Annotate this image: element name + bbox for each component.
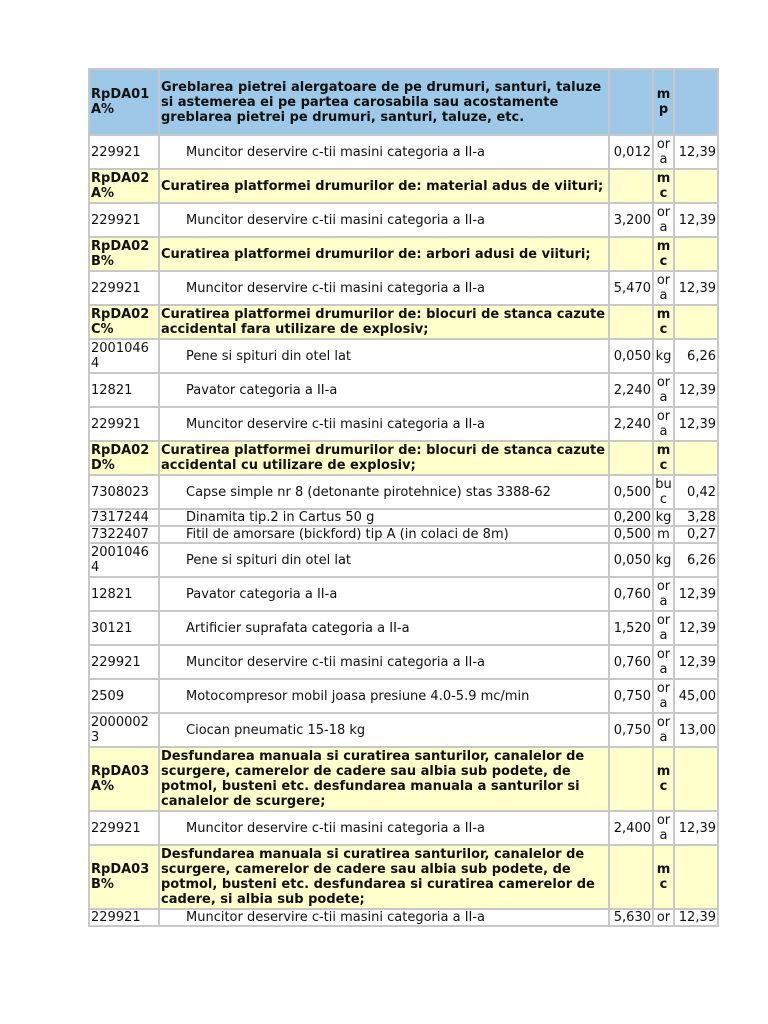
unit-cell: kg [655,510,672,525]
description-cell: Artificier suprafata categoria a II-a [160,612,608,644]
quantity-cell: 0,500 [610,527,652,542]
resource-row [90,646,717,678]
unit-cell: bu c [655,477,672,507]
unit-cell: or a [654,812,673,844]
code-cell: 30121 [90,612,158,644]
quantity-cell: 5,630 [610,910,652,925]
resource-row [90,476,717,508]
code-cell: RpDA02 A% [90,170,158,202]
unit-cell: m c [654,170,673,202]
code-cell: RpDA02 B% [90,238,158,270]
price-cell: 45,00 [675,680,717,712]
quantity-cell: 3,200 [610,204,652,236]
description-cell: Muncitor deservire c-tii masini categoria a II-a [160,272,608,304]
description-cell: Desfundarea manuala si curatirea santurilor, canalelor de scurgere, camerelor de cadere sau albia sub podete, de potmol, busteni etc. desfundarea si curatirea camerelor de cadere, si albia sub podete; [160,846,608,908]
code-cell: 7317244 [90,510,158,525]
description-cell: Curatirea platformei drumurilor de: blocuri de stanca cazute accidental fara utilizare de explosiv; [160,306,608,338]
price-cell: 12,39 [675,578,717,610]
norm-header-row [90,170,717,202]
code-cell: 12821 [90,578,158,610]
price-cell: 12,39 [675,612,717,644]
norm-header-row [90,748,717,810]
description-cell: Pene si spituri din otel lat [160,544,608,576]
unit-cell: m c [654,748,673,810]
resource-row [90,612,717,644]
unit-cell: or a [654,204,673,236]
code-cell: 7308023 [90,476,158,508]
norm-header-row [90,306,717,338]
code-cell: 12821 [90,374,158,406]
price-cell: 3,28 [675,510,717,525]
code-cell: 229921 [90,204,158,236]
code-cell: 229921 [90,136,158,168]
unit-cell: or a [654,272,673,304]
unit-cell: or a [654,646,673,678]
price-cell: 0,42 [675,476,717,508]
unit-cell: or [654,910,673,925]
code-cell: RpDA03 B% [90,846,158,908]
unit-cell: or a [654,136,673,168]
description-cell: Muncitor deservire c-tii masini categoria a II-a [160,408,608,440]
quantity-cell [610,748,652,810]
quantity-cell [610,170,652,202]
resource-row [90,272,717,304]
code-cell: RpDA01 A% [90,70,158,134]
unit-cell: m [654,527,673,542]
price-cell [675,238,717,270]
resource-row [90,374,717,406]
code-cell: 229921 [90,812,158,844]
norm-header-row [90,238,717,270]
description-cell: Muncitor deservire c-tii masini categoria a II-a [160,646,608,678]
unit-cell: kg [654,340,673,372]
unit-cell: or a [654,612,673,644]
resource-row [90,578,717,610]
code-cell: 20000023 [90,714,158,746]
code-cell: 20010464 [90,544,158,576]
quantity-cell: 2,400 [610,812,652,844]
description-cell: Curatirea platformei drumurilor de: arbori adusi de viituri; [160,238,608,270]
unit-cell: or a [654,578,673,610]
quantity-cell: 2,240 [610,374,652,406]
code-cell: 20010464 [90,340,158,372]
quantity-cell: 0,750 [610,680,652,712]
code-cell: 229921 [90,408,158,440]
price-cell: 12,39 [675,408,717,440]
norm-header-row [90,70,717,134]
code-cell: 229921 [90,272,158,304]
price-cell: 12,39 [675,374,717,406]
quantity-cell [610,846,652,908]
unit-cell: or a [654,374,673,406]
quantity-cell: 0,050 [610,544,652,576]
unit-cell: m c [654,846,673,908]
code-cell: 2509 [90,680,158,712]
description-cell: Desfundarea manuala si curatirea santurilor, canalelor de scurgere, camerelor de cadere sau albia sub podete, de potmol, busteni etc. desfundarea manuala a santurilor si canalelor de scurgere; [160,748,608,810]
unit-cell: m p [654,70,673,134]
description-cell: Motocompresor mobil joasa presiune 4.0-5.9 mc/min [160,680,608,712]
price-cell: 12,39 [675,812,717,844]
code-cell: RpDA02 D% [90,442,158,474]
resource-row [90,136,717,168]
description-cell: Muncitor deservire c-tii masini categoria a II-a [160,204,608,236]
resource-row [90,544,717,576]
resource-row [90,510,717,525]
price-cell [675,846,717,908]
price-cell [675,170,717,202]
resource-row [90,340,717,372]
description-cell: Curatirea platformei drumurilor de: material adus de viituri; [160,170,608,202]
price-cell: 6,26 [675,544,717,576]
unit-cell: kg [654,544,673,576]
quantity-cell: 0,050 [610,340,652,372]
norms-table [88,68,719,927]
price-cell [675,306,717,338]
quantity-cell: 0,750 [610,714,652,746]
description-cell: Muncitor deservire c-tii masini categoria a II-a [160,812,608,844]
resource-row [90,527,717,542]
norm-header-row [90,442,717,474]
unit-cell: m c [654,306,673,338]
price-cell: 6,26 [675,340,717,372]
description-cell: Greblarea pietrei alergatoare de pe drumuri, santuri, taluze si astemerea ei pe partea carosabila sau acostamente greblarea pietrei pe drumuri, santuri, taluze, etc. [160,70,608,134]
description-cell: Pene si spituri din otel lat [160,340,608,372]
quantity-cell [610,70,652,134]
unit-cell: or a [654,680,673,712]
price-cell: 12,39 [675,646,717,678]
unit-cell: m c [654,442,673,474]
quantity-cell: 0,012 [610,136,652,168]
unit-cell: or a [654,408,673,440]
description-cell: Dinamita tip.2 in Cartus 50 g [160,510,608,525]
quantity-cell: 2,240 [610,408,652,440]
code-cell: 229921 [90,646,158,678]
quantity-cell: 5,470 [610,272,652,304]
code-cell: 229921 [90,910,158,925]
quantity-cell: 1,520 [610,612,652,644]
quantity-cell: 0,760 [610,646,652,678]
price-cell: 0,27 [675,527,717,542]
quantity-cell: 0,200 [610,510,652,525]
price-cell: 13,00 [675,714,717,746]
description-cell: Pavator categoria a II-a [160,374,608,406]
code-cell: RpDA02 C% [90,306,158,338]
description-cell: Curatirea platformei drumurilor de: blocuri de stanca cazute accidental cu utilizare de explosiv; [160,442,608,474]
price-cell: 12,39 [675,272,717,304]
description-cell: Capse simple nr 8 (detonante pirotehnice) stas 3388-62 [160,476,608,508]
resource-row [90,714,717,746]
price-cell: 12,39 [675,204,717,236]
code-cell: 7322407 [90,527,158,542]
unit-cell: m c [654,238,673,270]
norm-header-row [90,846,717,908]
description-cell: Fitil de amorsare (bickford) tip A (in colaci de 8m) [160,527,608,542]
description-cell: Muncitor deservire c-tii masini categoria a II-a [160,136,608,168]
price-cell: 12,39 [675,136,717,168]
code-cell: RpDA03 A% [90,748,158,810]
description-cell: Muncitor deservire c-tii masini categoria a II-a [160,910,608,925]
description-cell: Ciocan pneumatic 15-18 kg [160,714,608,746]
quantity-cell [610,238,652,270]
norms-table-body [90,70,717,925]
quantity-cell: 0,760 [610,578,652,610]
description-cell: Pavator categoria a II-a [160,578,608,610]
quantity-cell [610,306,652,338]
resource-row [90,812,717,844]
resource-row [90,910,717,925]
resource-row [90,204,717,236]
price-cell [675,70,717,134]
price-cell: 12,39 [675,910,717,925]
price-cell [675,748,717,810]
unit-cell: or a [654,714,673,746]
resource-row [90,408,717,440]
quantity-cell: 0,500 [610,476,652,508]
price-cell [675,442,717,474]
quantity-cell [610,442,652,474]
resource-row [90,680,717,712]
